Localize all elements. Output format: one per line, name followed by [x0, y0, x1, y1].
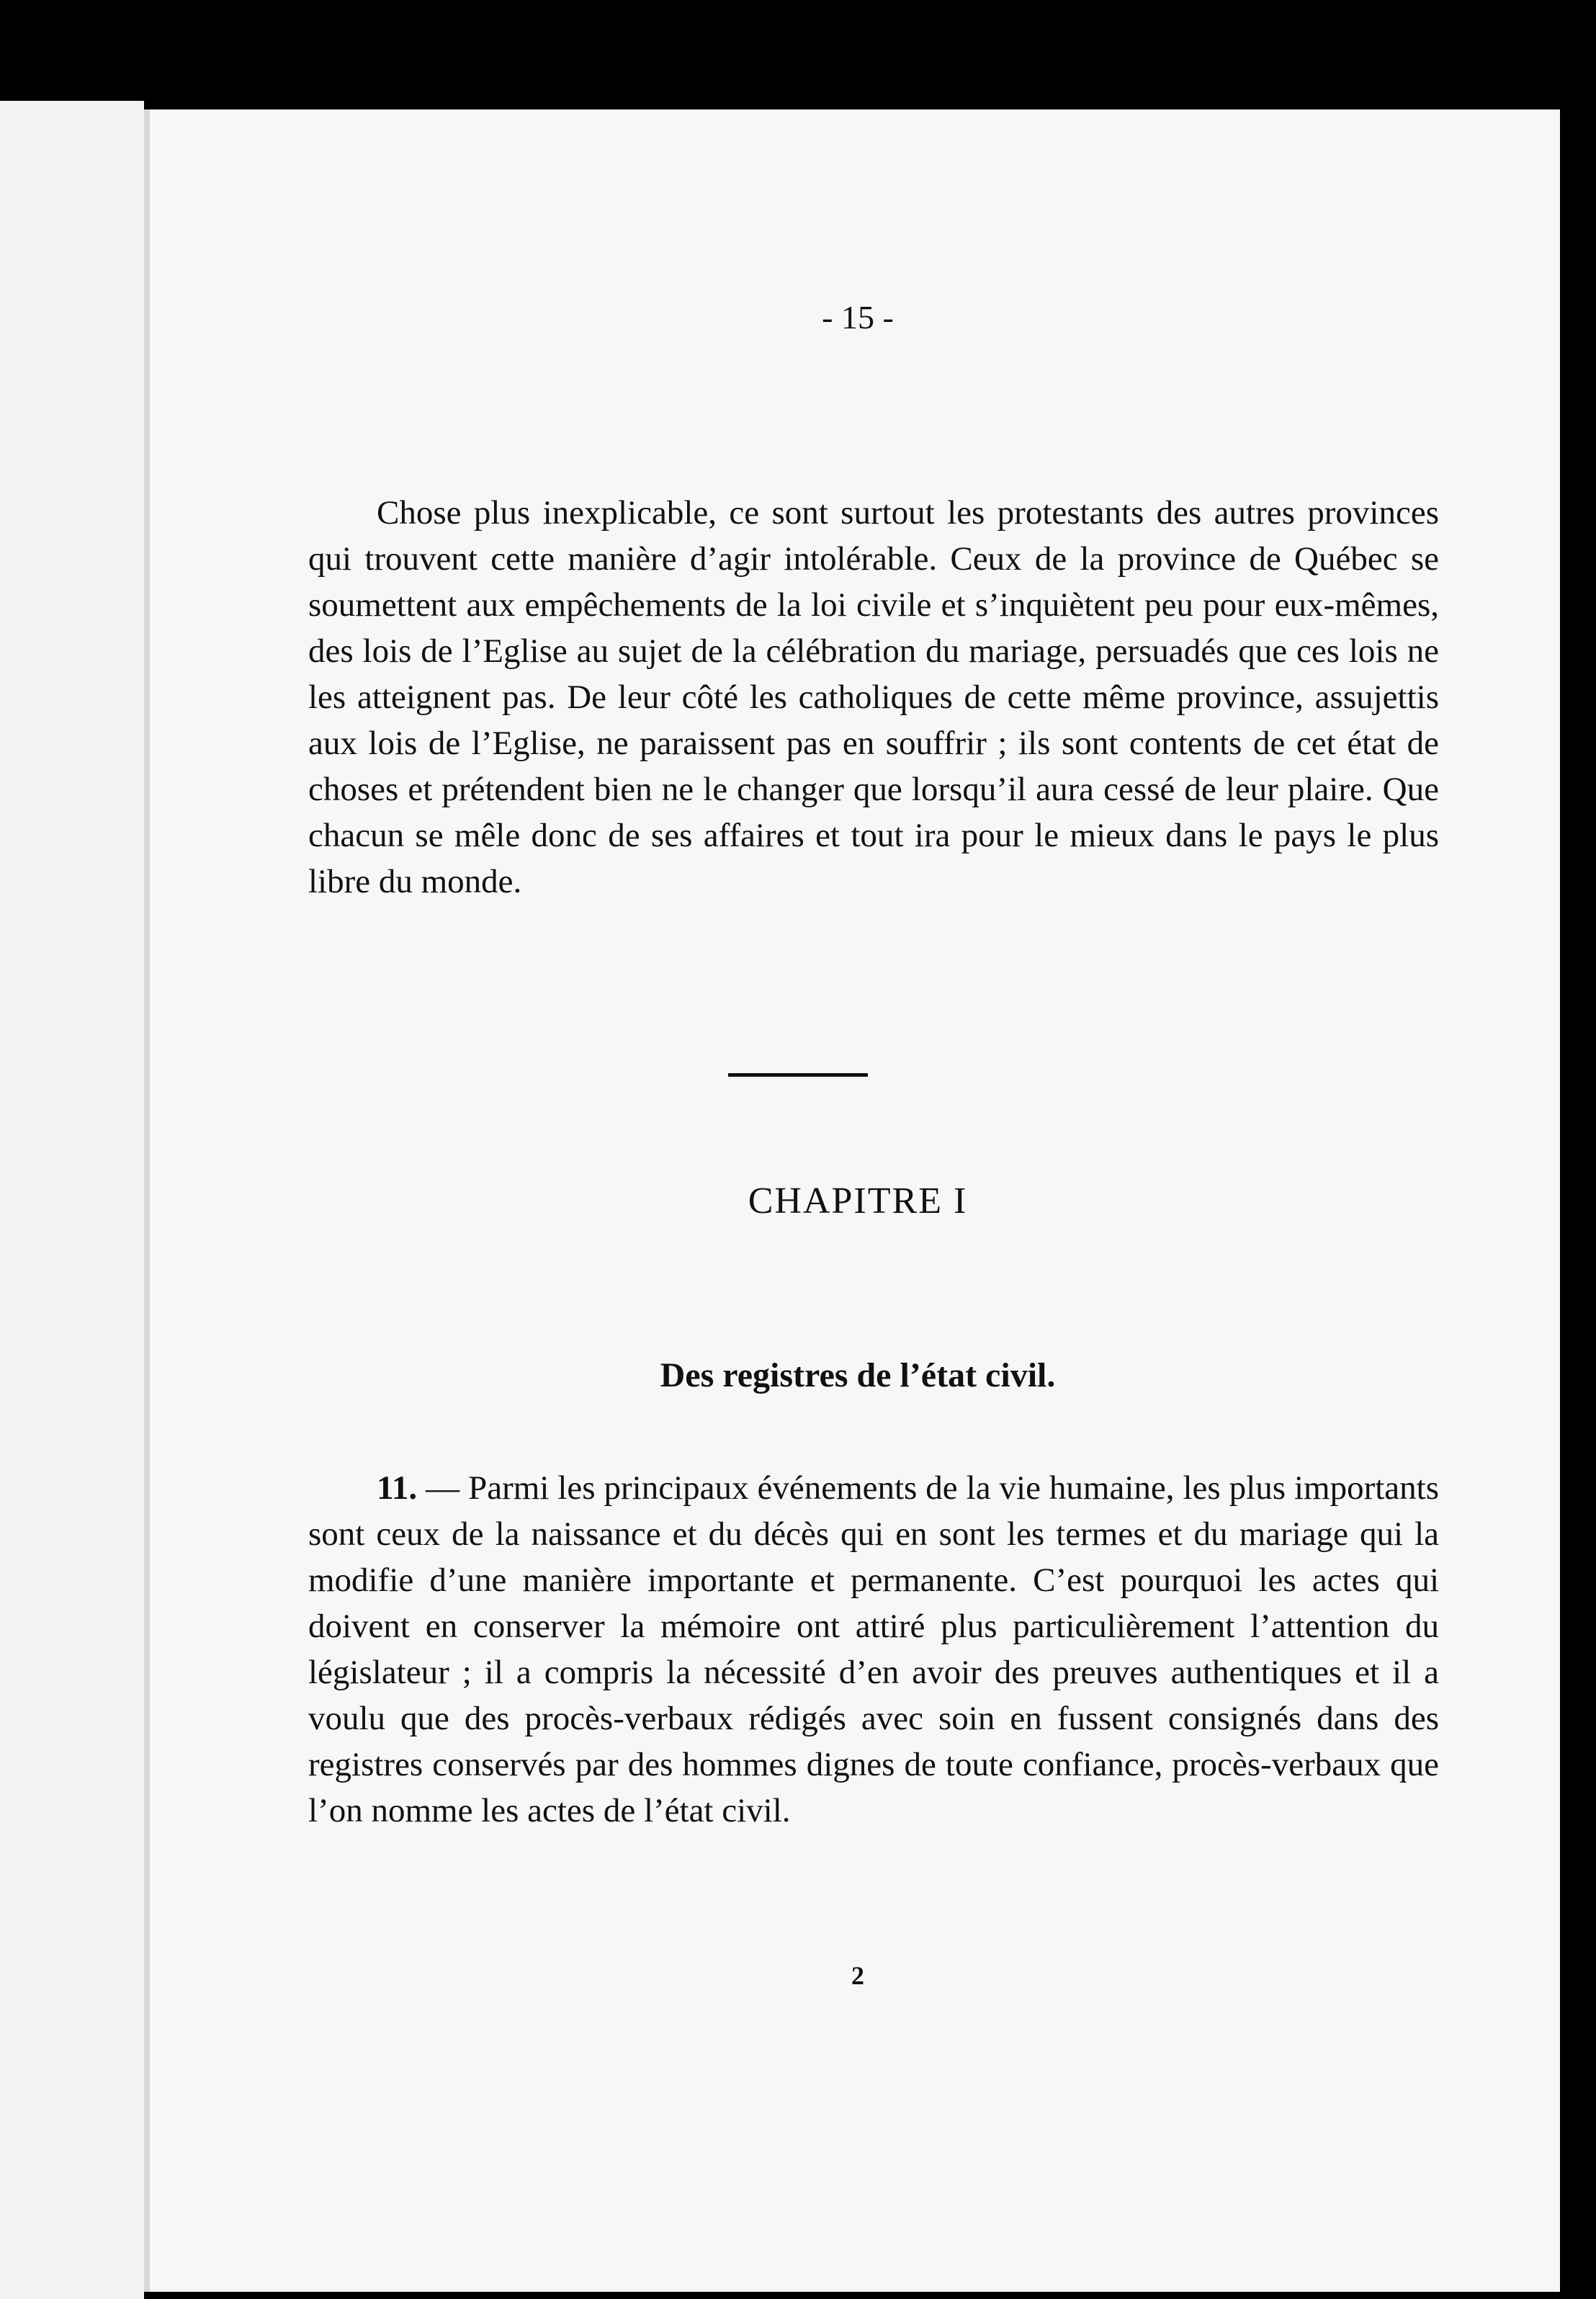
intro-text-block: [308, 490, 1439, 905]
chapter-title: CHAPITRE I: [748, 1180, 968, 1222]
intro-paragraph: Chose plus inexplicable, ce sont surtout les protestants des autres provinces qui trouvent cette manière d’agir intolérable. Ceux de la province de Québec se soumettent aux empêchements de la loi civile et s’inquiètent peu pour eux-mêmes, des lois de l’Eglise au sujet de la célébration du mariage, persuadés que ces lois ne les atteignent pas. De leur côté les catholiques de cette même province, assujettis aux lois de l’Eglise, ne paraissent pas en souffrir ; ils sont contents de cet état de choses et prétendent bien ne le changer que lorsqu’il aura cessé de leur plaire. Que chacun se mêle donc de ses affaires et tout ira pour le mieux dans le pays le plus libre du monde.: [308, 494, 1439, 900]
article-paragraph: [308, 1465, 1439, 1834]
article-text-block: [308, 1465, 1439, 1834]
section-divider: [728, 1073, 868, 1077]
section-title: Des registres de l’état civil.: [660, 1356, 1056, 1394]
article-number: 11.: [377, 1469, 418, 1507]
signature-mark: 2: [851, 1961, 864, 1990]
book-page: [144, 109, 1560, 2292]
article-text: — Parmi les principaux événements de la vie humaine, les plus importants sont ceux de la naissance et du décès qui en sont les termes et du mariage qui la modifie d’une manière importante et permanente. C’est pourquoi les actes qui doivent en conserver la mémoire ont attiré plus particulièrement l’attention du législateur ; il a compris la nécessité d’en avoir des preuves authentiques et il a voulu que des procès-verbaux rédigés avec soin en fussent consignés dans des registres conservés par des hommes dignes de toute confiance, procès-verbaux que l’on nomme les actes de l’état civil.: [308, 1469, 1439, 1829]
page-number: - 15 -: [822, 299, 894, 336]
left-page-edge: [0, 101, 144, 2299]
